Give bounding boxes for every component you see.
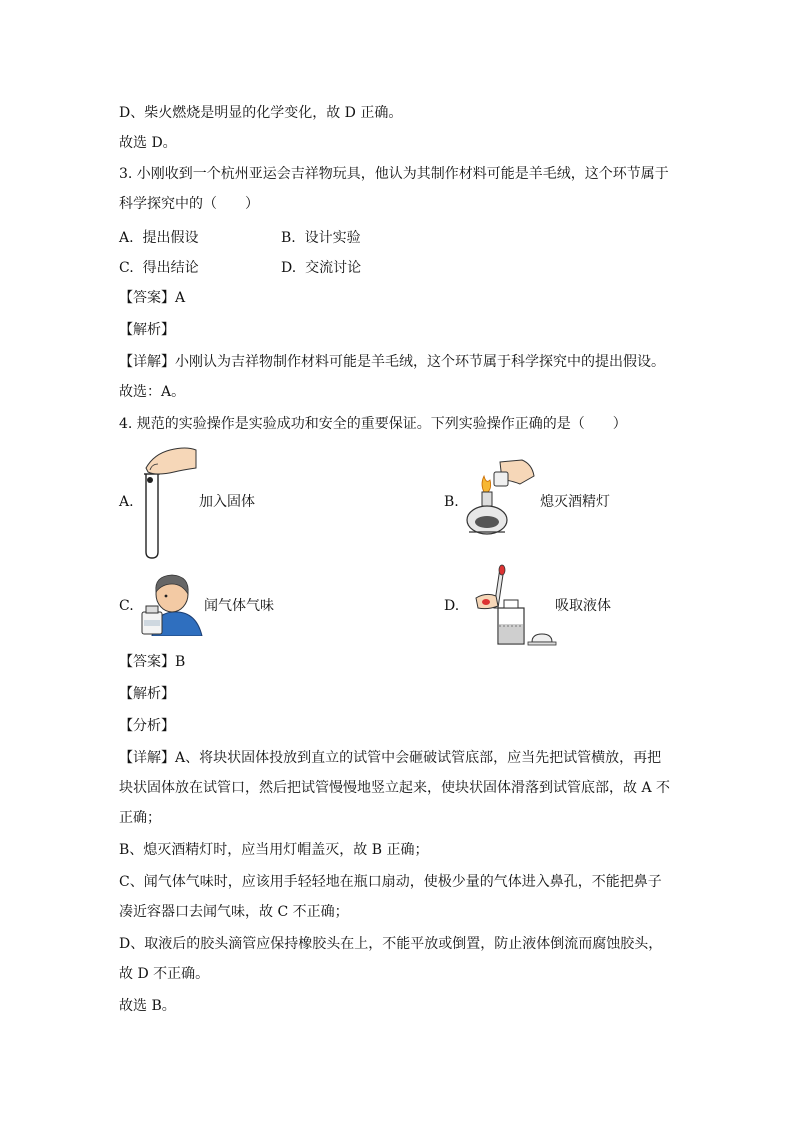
q2-option-d-explanation: D、柴火燃烧是明显的化学变化，故 D 正确。 [119,105,403,121]
q4-detail-line-1: 【详解】A、将块状固体投放到直立的试管中会砸破试管底部，应当先把试管横放，再把 [119,750,662,766]
q4-analyze-heading: 【分析】 [119,718,175,734]
q4-conclusion: 故选 B。 [119,998,176,1014]
q3-answer: 【答案】A [119,290,186,306]
boy-smelling-bottle-illustration [138,572,204,636]
q3-option-b: B. 设计实验 [281,230,361,246]
hand-adding-solid-to-tube-illustration [136,444,198,560]
q4-detail-line-3: 正确； [119,810,161,826]
dropper-and-reagent-bottle-illustration [462,564,560,648]
q4-option-d-label: D. [444,598,460,614]
q4-answer: 【答案】B [119,654,186,670]
q4-option-d-explanation-line-1: D、取液后的胶头滴管应保持橡胶头在上，不能平放或倒置，防止液体倒流而腐蚀胶头， [119,936,663,952]
q3-detail: 【详解】小刚认为吉祥物制作材料可能是羊毛绒，这个环节属于科学探究中的提出假设。 [119,354,665,370]
q4-stem: 4. 规范的实验操作是实验成功和安全的重要保证。下列实验操作正确的是（ ） [119,416,627,432]
q3-option-c: C. 得出结论 [119,260,199,276]
q3-option-d: D. 交流讨论 [281,260,362,276]
q4-option-b-label: B. [444,494,459,510]
q4-option-c-label: C. [119,598,134,614]
q3-stem-line-2: 科学探究中的（ ） [119,196,259,212]
q4-option-c-explanation-line-2: 凑近容器口去闻气味，故 C 不正确； [119,904,349,920]
q2-conclusion: 故选 D。 [119,135,177,151]
q3-conclusion: 故选：A。 [119,384,186,400]
q4-option-b-caption: 熄灭酒精灯 [540,494,610,510]
q4-option-c-caption: 闻气体气味 [204,598,274,614]
q4-option-c-explanation-line-1: C、闻气体气味时，应该用手轻轻地在瓶口扇动，使极少量的气体进入鼻孔，不能把鼻子 [119,874,662,890]
q4-option-a-label: A. [119,494,134,510]
q3-analysis-heading: 【解析】 [119,322,175,338]
q4-detail-line-2: 块状固体放在试管口，然后把试管慢慢地竖立起来，使块状固体滑落到试管底部，故 A 不 [119,780,671,796]
q4-option-b-explanation: B、熄灭酒精灯时，应当用灯帽盖灭，故 B 正确； [119,842,429,858]
q4-option-d-caption: 吸取液体 [555,598,611,614]
q3-stem-line-1: 3. 小刚收到一个杭州亚运会吉祥物玩具，他认为其制作材料可能是羊毛绒，这个环节属于 [119,166,669,182]
q4-analysis-heading: 【解析】 [119,686,175,702]
q3-option-a: A. 提出假设 [119,230,199,246]
q4-option-d-explanation-line-2: 故 D 不正确。 [119,966,210,982]
alcohol-lamp-with-cap-illustration [462,458,536,548]
q4-option-a-caption: 加入固体 [199,494,255,510]
